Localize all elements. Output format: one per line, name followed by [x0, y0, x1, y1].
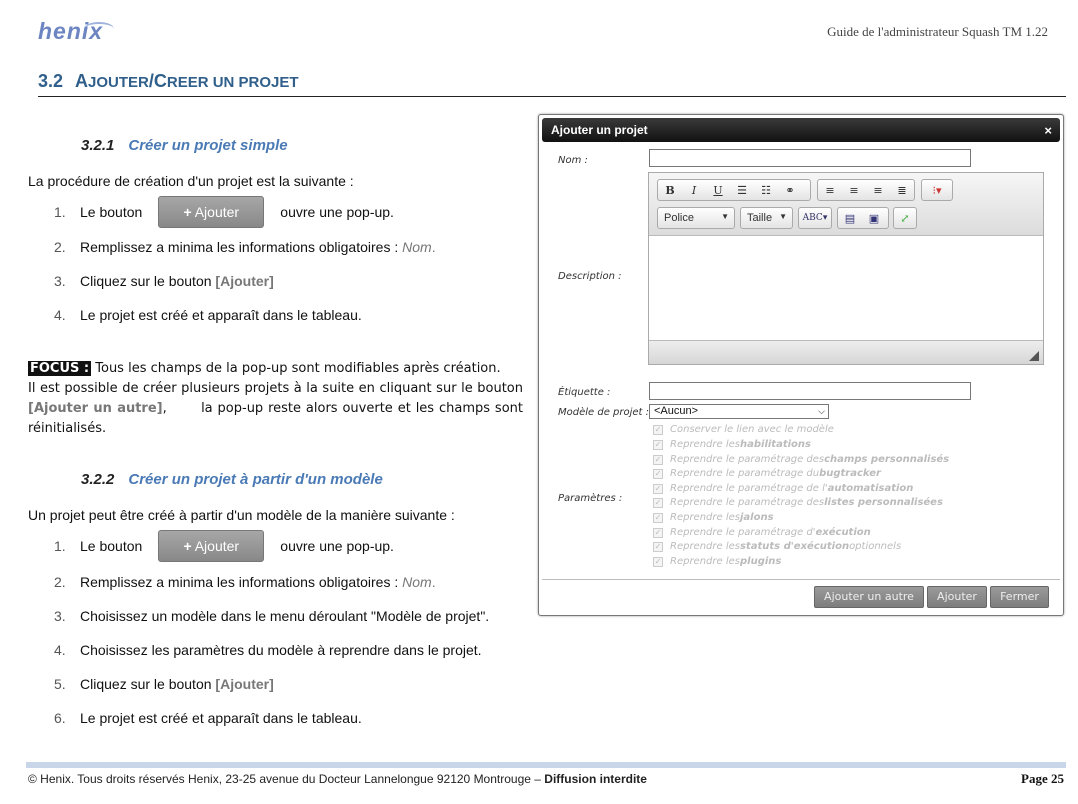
chevron-down-icon: ▼ [779, 212, 787, 221]
checkbox-icon: ✓ [654, 439, 662, 449]
heading-rule [38, 96, 1066, 97]
align-center-icon[interactable]: ≡ [849, 183, 859, 197]
checkbox-icon: ✓ [654, 497, 662, 507]
text-color-icon[interactable]: ⁝▾ [932, 183, 942, 197]
description-label: Description : [558, 271, 622, 282]
bold-button[interactable]: B [665, 183, 675, 197]
checkbox-icon: ✓ [654, 541, 662, 551]
add-button[interactable]: Ajouter [927, 586, 987, 608]
add-another-button[interactable]: Ajouter un autre [814, 586, 924, 608]
list-item: 2. Remplissez a minima les informations obligatoires : Nom . [54, 574, 436, 590]
save-icon[interactable]: ▣ [868, 211, 880, 225]
template-label: Modèle de projet : [558, 407, 650, 418]
table-icon[interactable]: ▤ [844, 211, 856, 225]
list-item: 1. Le bouton + Ajouter ouvre une pop-up. [54, 196, 394, 228]
underline-button[interactable]: U [713, 183, 723, 197]
maximize-icon[interactable]: ⤢ [900, 211, 910, 225]
color-group [921, 179, 953, 201]
param-checkbox[interactable]: ✓ Reprendre les plugins [654, 556, 782, 567]
template-select[interactable]: <Aucun> ⌵ [649, 404, 829, 419]
intro-paragraph: La procédure de création d'un projet est la suivante : [28, 173, 354, 189]
plus-icon: + [183, 204, 192, 220]
tag-label: Étiquette : [558, 387, 611, 398]
list-item: 1. Le bouton + Ajouter ouvre une pop-up. [54, 530, 394, 562]
description-editor[interactable] [648, 172, 1044, 365]
list-item: 5. Cliquez sur le bouton [Ajouter] [54, 676, 274, 692]
spellcheck-icon[interactable]: ABC▾ [802, 213, 828, 223]
focus-note: FOCUS : Tous les champs de la pop-up sont modifiables après création. Il est possible de créer plusieurs projets à la suite en cliquant sur le bouton [Ajouter un autre], la pop-up reste alors ouverte et les champs sont réinitialisés. [28, 361, 523, 436]
focus-label: FOCUS : [30, 361, 90, 376]
param-checkbox[interactable]: ✓ Conserver le lien avec le modèle [654, 424, 834, 435]
document-title: Guide de l'administrateur Squash TM 1.22 [827, 24, 1048, 39]
italic-button[interactable]: I [691, 183, 697, 197]
checkbox-icon: ✓ [654, 556, 662, 566]
size-select[interactable]: Taille ▼ [740, 207, 793, 229]
param-checkbox[interactable]: ✓ Reprendre les jalons [654, 512, 774, 523]
footer-copyright: © Henix. Tous droits réservés Henix, 23-25 avenue du Docteur Lannelongue 92120 Montrouge – Diffusion interdite [28, 772, 647, 786]
chevron-down-icon: ▼ [721, 212, 729, 221]
subsection-heading-model: 3.2.2 Créer un projet à partir d'un modèle [81, 471, 383, 488]
link-icon[interactable]: ⚭ [785, 183, 795, 197]
page-number: Page 25 [1021, 771, 1064, 786]
section-heading: 3.2 AJOUTER/CREER UN PROJET [38, 71, 299, 91]
bullet-list-icon[interactable]: ☷ [761, 183, 771, 197]
list-item: 4. Le projet est créé et apparaît dans le tableau. [54, 307, 362, 323]
maximize-group [893, 207, 917, 229]
list-item: 2. Remplissez a minima les informations obligatoires : Nom . [54, 239, 436, 255]
justify-icon[interactable]: ≣ [897, 183, 907, 197]
format-group [657, 179, 811, 201]
param-checkbox[interactable]: ✓ Reprendre les habilitations [654, 439, 811, 450]
chevron-down-icon: ⌵ [818, 406, 825, 416]
henix-logo: henix [38, 18, 103, 45]
param-checkbox[interactable]: ✓ Reprendre le paramétrage des champs personnalisés [654, 454, 950, 465]
param-checkbox[interactable]: ✓ Reprendre le paramétrage d' exécution [654, 527, 871, 538]
editor-statusbar [649, 340, 1043, 364]
tag-input[interactable] [649, 382, 971, 400]
add-project-dialog [538, 114, 1064, 616]
align-group [817, 179, 915, 201]
name-label: Nom : [558, 155, 588, 166]
editor-toolbar [649, 173, 1043, 236]
param-checkbox[interactable]: ✓ Reprendre le paramétrage des listes personnalisées [654, 497, 943, 508]
footer-bar [26, 762, 1066, 768]
checkbox-icon: ✓ [654, 483, 662, 493]
close-button[interactable]: Fermer [990, 586, 1049, 608]
checkbox-icon: ✓ [654, 424, 662, 434]
checkbox-icon: ✓ [654, 512, 662, 522]
subsection-heading-simple: 3.2.1 Créer un projet simple [81, 137, 288, 154]
name-input[interactable] [649, 149, 971, 167]
spellcheck-group [798, 207, 832, 229]
checkbox-icon: ✓ [654, 454, 662, 464]
misc-group [837, 207, 889, 229]
list-item: 3. Cliquez sur le bouton [Ajouter] [54, 273, 274, 289]
dialog-separator [542, 579, 1060, 580]
plus-icon: + [183, 538, 192, 554]
resize-handle-icon[interactable] [1029, 351, 1039, 361]
param-checkbox[interactable]: ✓ Reprendre les statuts d'exécution optionnels [654, 541, 902, 552]
intro-paragraph: Un projet peut être créé à partir d'un modèle de la manière suivante : [28, 507, 455, 523]
dialog-titlebar: Ajouter un projet × [542, 118, 1060, 142]
font-select[interactable]: Police ▼ [657, 207, 735, 229]
checkbox-icon: ✓ [654, 527, 662, 537]
list-item: 4. Choisissez les paramètres du modèle à reprendre dans le projet. [54, 642, 482, 658]
param-checkbox[interactable]: ✓ Reprendre le paramétrage de l' automatisation [654, 483, 914, 494]
list-item: 3. Choisissez un modèle dans le menu déroulant "Modèle de projet". [54, 608, 490, 624]
parameters-label: Paramètres : [558, 493, 623, 504]
ajouter-button-image: + Ajouter [158, 196, 264, 228]
align-right-icon[interactable]: ≡ [873, 183, 883, 197]
ajouter-button-image: + Ajouter [158, 530, 264, 562]
list-item: 6. Le projet est créé et apparaît dans le tableau. [54, 710, 362, 726]
align-left-icon[interactable]: ≡ [825, 183, 835, 197]
close-icon[interactable]: × [1044, 123, 1052, 138]
numbered-list-icon[interactable]: ☰ [737, 183, 747, 197]
checkbox-icon: ✓ [654, 468, 662, 478]
param-checkbox[interactable]: ✓ Reprendre le paramétrage du bugtracker [654, 468, 881, 479]
